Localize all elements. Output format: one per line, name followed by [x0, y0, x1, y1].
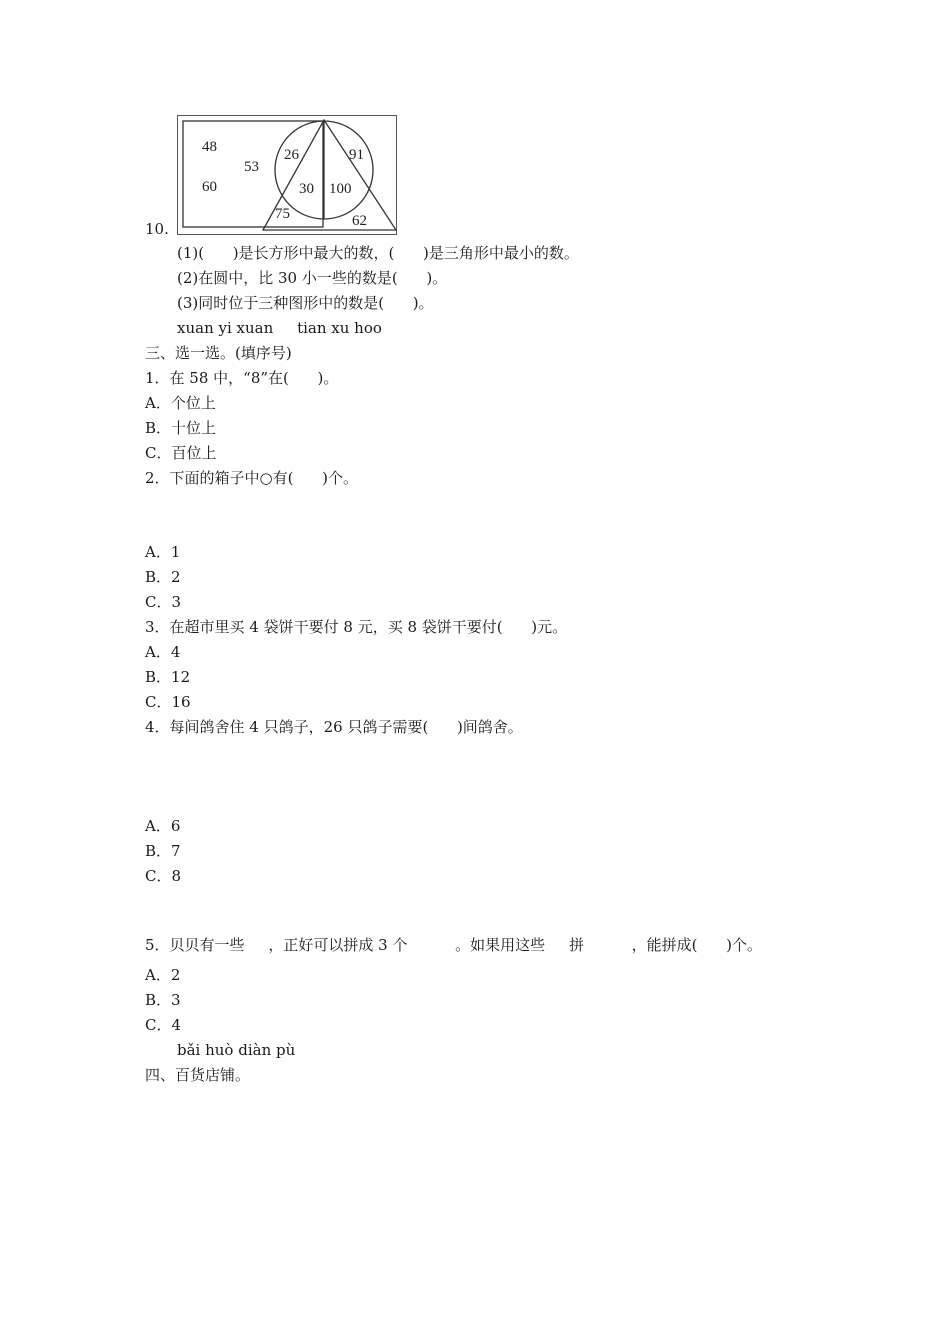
q2-stem: 2．下面的箱子中○有( )个。 [145, 469, 358, 487]
venn-diagram [177, 115, 397, 235]
q10-sub2: (2)在圆中，比 30 小一些的数是( )。 [177, 269, 448, 287]
triangle-number: 62 [352, 213, 367, 229]
q1-option: A．个位上 [145, 394, 216, 412]
section-3-title: 三、选一选。(填序号) [145, 344, 292, 362]
q3-stem: 3．在超市里买 4 袋饼干要付 8 元，买 8 袋饼干要付( )元。 [145, 618, 568, 636]
q5-option: B．3 [145, 991, 181, 1009]
q2-option: A．1 [145, 543, 181, 561]
q3-option: A．4 [145, 643, 181, 661]
q5-option: C．4 [145, 1016, 182, 1034]
rect-number: 53 [244, 159, 259, 175]
circle-number: 91 [349, 147, 364, 163]
q5-option: A．2 [145, 966, 181, 984]
q2-option: B．2 [145, 568, 181, 586]
q1-option: C．百位上 [145, 444, 217, 462]
q1-stem: 1．在 58 中，“8”在( )。 [145, 369, 339, 387]
q4-stem: 4．每间鸽舍住 4 只鸽子，26 只鸽子需要( )间鸽舍。 [145, 718, 523, 736]
q2-option: C．3 [145, 593, 182, 611]
question-10-number: 10. [145, 220, 169, 238]
q10-sub1: (1)( )是长方形中最大的数，( )是三角形中最小的数。 [177, 244, 579, 262]
q4-option: B．7 [145, 842, 181, 860]
rect-number: 60 [202, 179, 217, 195]
triangle-number: 75 [275, 206, 290, 222]
circle-number: 100 [329, 181, 352, 197]
rect-number: 48 [202, 139, 217, 155]
q1-option: B．十位上 [145, 419, 217, 437]
section-4-title: 四、百货店铺。 [145, 1066, 251, 1084]
q10-sub3: (3)同时位于三种图形中的数是( )。 [177, 294, 434, 312]
pinyin-line: bǎi huò diàn pù [177, 1041, 296, 1059]
q5-stem: 5．贝贝有一些 ，正好可以拼成 3 个 。如果用这些 拼 ，能拼成( )个。 [145, 936, 762, 954]
circle-number: 26 [284, 147, 299, 163]
q4-option: C．8 [145, 867, 182, 885]
q3-option: B．12 [145, 668, 191, 686]
circle-number: 30 [299, 181, 314, 197]
pinyin-line: xuan yi xuan tian xu hoo [177, 319, 382, 337]
q4-option: A．6 [145, 817, 181, 835]
q3-option: C．16 [145, 693, 191, 711]
shapes-figure [177, 115, 397, 235]
